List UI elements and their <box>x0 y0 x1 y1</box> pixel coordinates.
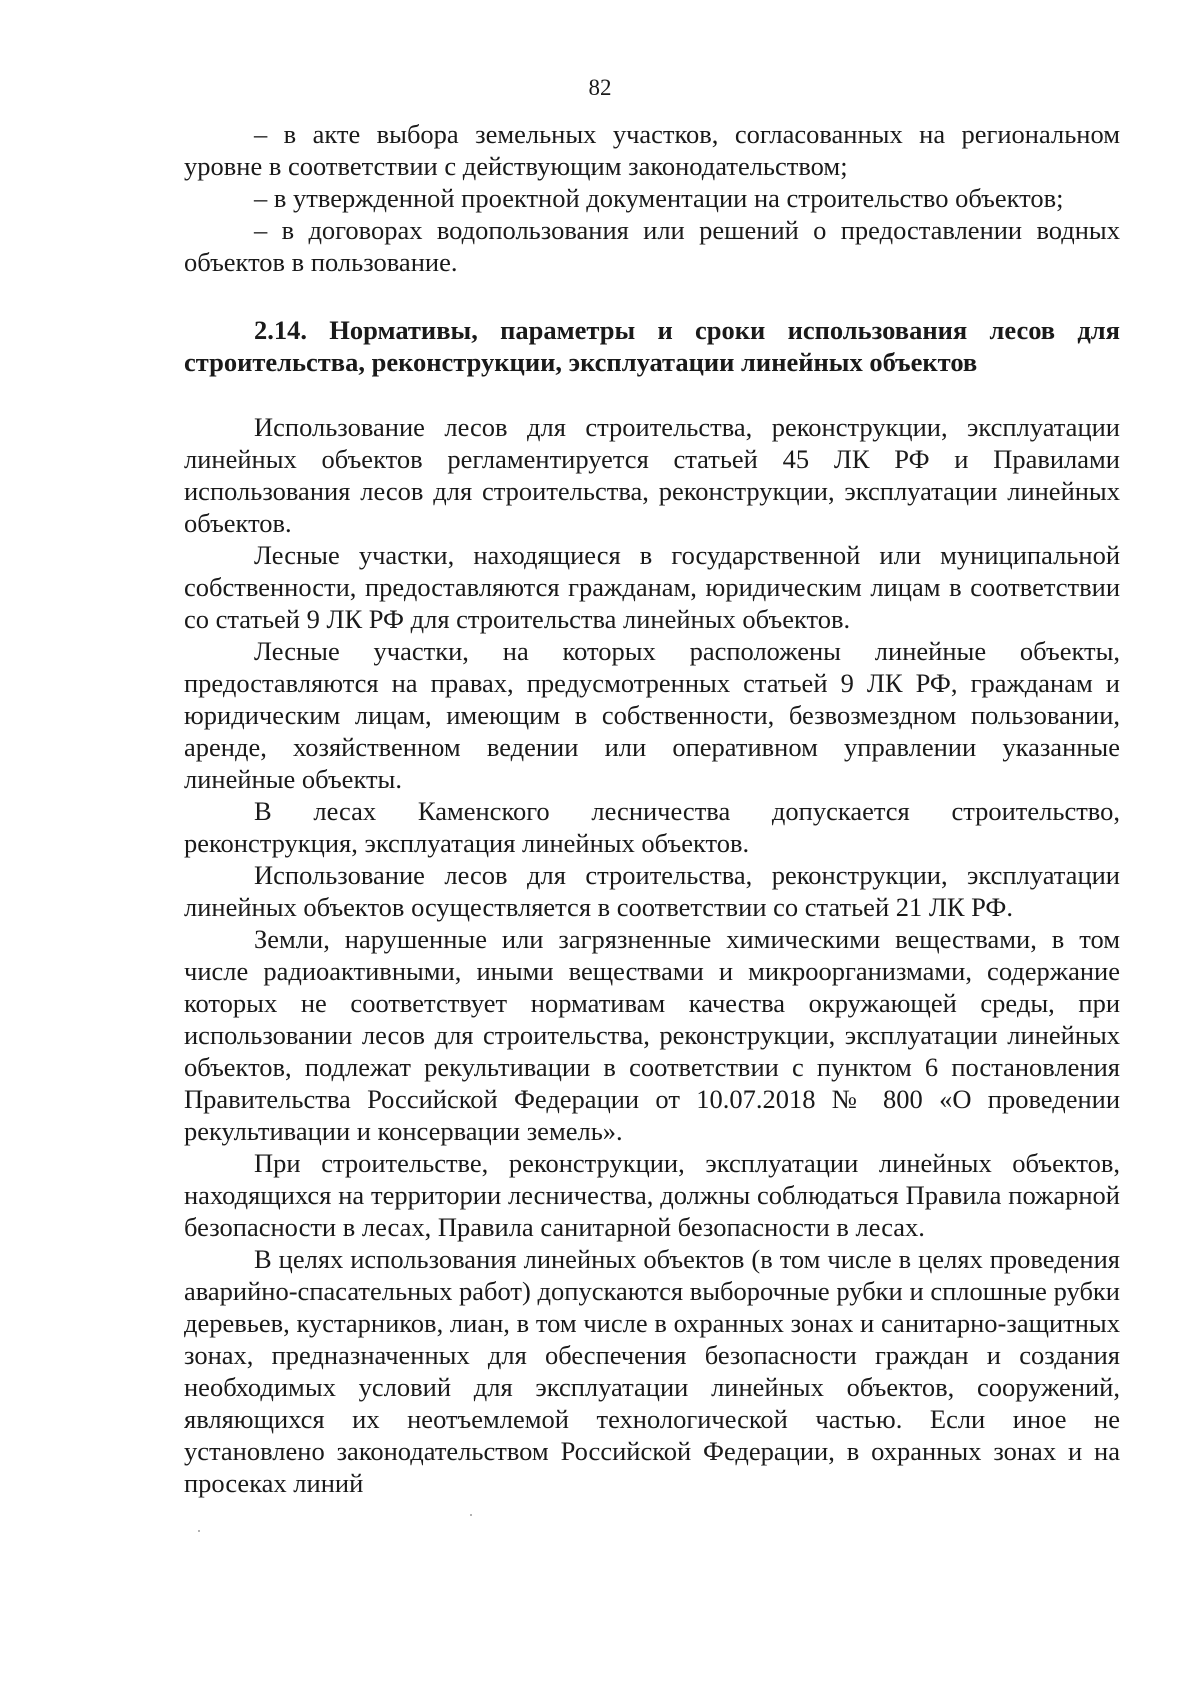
page-content <box>184 118 1120 1499</box>
body-paragraph: Использование лесов для строительства, реконструкции, эксплуатации линейных объектов осуществляется в соответствии со статьей 21 ЛК РФ. <box>184 860 1120 922</box>
body-paragraph: Лесные участки, находящиеся в государственной или муниципальной собственности, предоставляются гражданам, юридическим лицам в соответствии со статьей 9 ЛК РФ для строительства линейных объектов. <box>184 540 1120 634</box>
body-paragraph: Использование лесов для строительства, реконструкции, эксплуатации линейных объектов регламентируется статьей 45 ЛК РФ и Правилами использования лесов для строительства, реконструкции, эксплуатации линейных объектов. <box>184 412 1120 538</box>
body-paragraph: В целях использования линейных объектов (в том числе в целях проведения аварийно-спасательных работ) допускаются выборочные рубки и сплошные рубки деревьев, кустарников, лиан, в том числе в охранных зонах и санитарно-защитных зонах, предназначенных для обеспечения безопасности граждан и создания необходимых условий для эксплуатации линейных объектов, сооружений, являющихся их неотъемлемой технологической частью. Если иное не установлено законодательством Российской Федерации, в охранных зонах и на просеках линий <box>184 1244 1120 1498</box>
body-paragraph: Земли, нарушенные или загрязненные химическими веществами, в том числе радиоактивными, иными веществами и микроорганизмами, содержание которых не соответствует нормативам качества окружающей среды, при использовании лесов для строительства, реконструкции, эксплуатации линейных объектов, подлежат рекультивации в соответствии с пунктом 6 постановления Правительства Российской Федерации от 10.07.2018 № 800 «О проведении рекультивации и консервации земель». <box>184 924 1120 1146</box>
body-paragraph: Лесные участки, на которых расположены линейные объекты, предоставляются на правах, предусмотренных статьей 9 ЛК РФ, гражданам и юридическим лицам, имеющим в собственности, безвозмездном пользовании, аренде, хозяйственном ведении или оперативном управлении указанные линейные объекты. <box>184 636 1120 794</box>
section-heading: 2.14. Нормативы, параметры и сроки использования лесов для строительства, реконструкции, эксплуатации линейных объектов <box>184 315 1120 377</box>
page-number: 82 <box>588 75 612 100</box>
body-paragraph: В лесах Каменского лесничества допускается строительство, реконструкция, эксплуатация линейных объектов. <box>184 796 1120 858</box>
intro-paragraph: – в акте выбора земельных участков, согласованных на региональном уровне в соответствии с действующим законодательством; <box>184 119 1120 181</box>
scan-speck <box>198 1530 200 1532</box>
intro-paragraph: – в утвержденной проектной документации на строительство объектов; <box>254 183 1064 213</box>
body-paragraph: При строительстве, реконструкции, эксплуатации линейных объектов, находящихся на территории лесничества, должны соблюдаться Правила пожарной безопасности в лесах, Правила санитарной безопасности в лесах. <box>184 1148 1120 1242</box>
scan-speck <box>470 1514 472 1516</box>
intro-paragraph: – в договорах водопользования или решений о предоставлении водных объектов в пользование. <box>184 215 1120 277</box>
